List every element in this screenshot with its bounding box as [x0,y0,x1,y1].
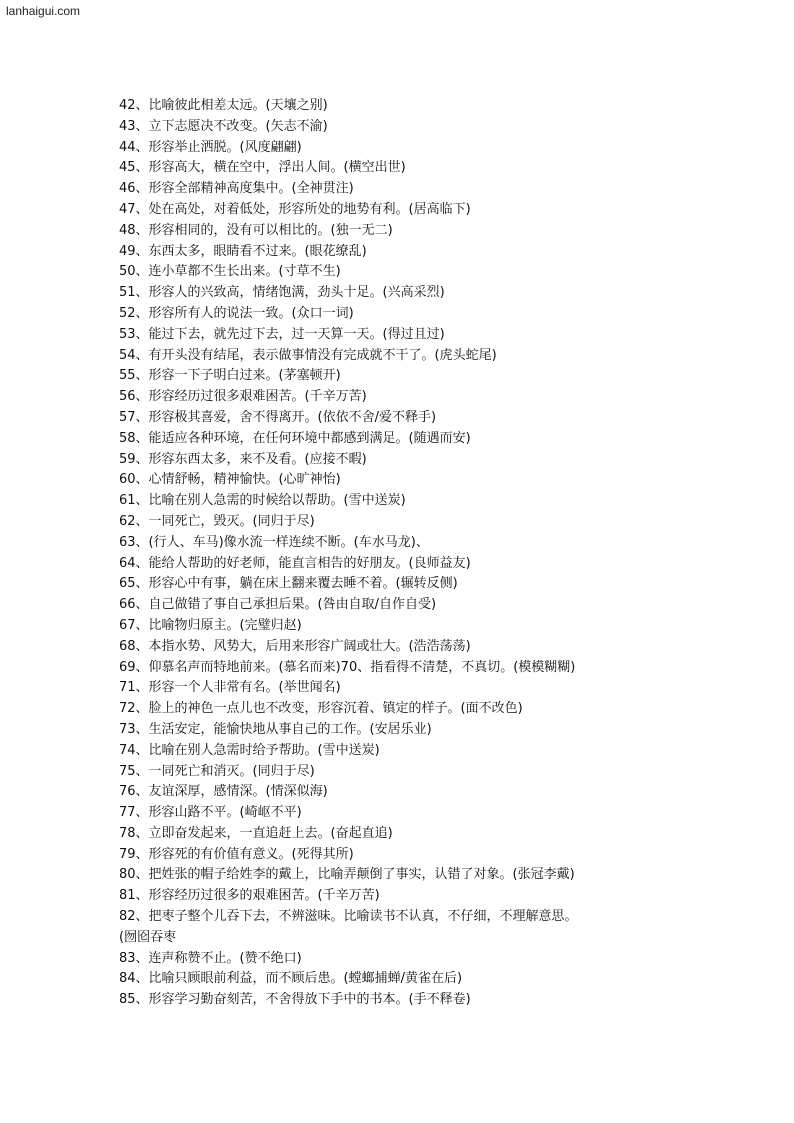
list-item: 81、形容经历过很多的艰难困苦。(千辛万苦) [119,888,380,904]
list-item: 73、生活安定，能愉快地从事自己的工作。(安居乐业) [119,721,432,737]
list-item: 43、立下志愿决不改变。(矢志不渝) [119,118,328,134]
idiom-list [119,96,719,1011]
list-item: 55、形容一下子明白过来。(茅塞顿开) [119,368,341,384]
list-item: 46、形容全部精神高度集中。(全神贯注) [119,181,354,197]
list-item: 47、处在高处，对着低处，形容所处的地势有利。(居高临下) [119,201,471,217]
list-item: 74、比喻在别人急需时给予帮助。(雪中送炭) [119,742,380,758]
list-item: 79、形容死的有价值有意义。(死得其所) [119,846,354,862]
list-item: 69、仰慕名声而特地前来。(慕名而来)70、指看得不清楚，不真切。(模模糊糊) [119,659,576,675]
list-item: 63、(行人、车马)像水流一样连续不断。(车水马龙)、 [119,534,429,550]
list-item: 64、能给人帮助的好老师，能直言相告的好朋友。(良师益友) [119,555,471,571]
list-item: 48、形容相同的，没有可以相比的。(独一无二) [119,222,393,238]
list-item: 76、友谊深厚，感情深。(情深似海) [119,784,328,800]
list-item: 77、形容山路不平。(崎岖不平) [119,805,302,821]
list-item: 56、形容经历过很多艰难困苦。(千辛万苦) [119,389,367,405]
list-item: 62、一同死亡，毁灭。(同归于尽) [119,513,315,529]
list-item: 71、形容一个人非常有名。(举世闻名) [119,680,341,696]
list-item: 49、东西太多，眼睛看不过来。(眼花缭乱) [119,243,367,259]
list-item: 65、形容心中有事，躺在床上翻来覆去睡不着。(辗转反侧) [119,576,458,592]
list-item: 85、形容学习勤奋刻苦，不舍得放下手中的书本。(手不释卷) [119,992,471,1008]
list-item: 44、形容举止洒脱。(风度翩翩) [119,139,302,155]
list-item: 66、自己做错了事自己承担后果。(咎由自取/自作自受) [119,597,437,613]
list-item: 80、把姓张的帽子给姓李的戴上，比喻弄颠倒了事实，认错了对象。(张冠李戴) [119,867,575,883]
list-item: 50、连小草都不生长出来。(寸草不生) [119,264,341,280]
list-item: 58、能适应各种环境，在任何环境中都感到满足。(随遇而安) [119,430,471,446]
list-item-continuation: (囫囵吞枣 [119,929,177,945]
list-item: 52、形容所有人的说法一致。(众口一词) [119,305,354,321]
list-item: 72、脸上的神色一点儿也不改变，形容沉着、镇定的样子。(面不改色) [119,701,523,717]
list-item: 82、把枣子整个儿吞下去，不辨滋味。比喻读书不认真，不仔细，不理解意思。 [119,909,578,925]
list-item: 51、形容人的兴致高，情绪饱满，劲头十足。(兴高采烈) [119,285,445,301]
list-item: 45、形容高大，横在空中，浮出人间。(横空出世) [119,160,406,176]
list-item: 59、形容东西太多，来不及看。(应接不暇) [119,451,367,467]
list-item: 57、形容极其喜爱，舍不得离开。(依依不舍/爱不释手) [119,409,437,425]
site-watermark: lanhaigui.com [6,4,81,18]
list-item: 42、比喻彼此相差太远。(天壤之别) [119,98,328,113]
list-item: 67、比喻物归原主。(完璧归赵) [119,617,302,633]
list-item: 60、心情舒畅，精神愉快。(心旷神怡) [119,472,341,488]
list-item: 83、连声称赞不止。(赞不绝口) [119,950,302,966]
list-item: 75、一同死亡和消灭。(同归于尽) [119,763,315,779]
list-item: 78、立即奋发起来，一直追赶上去。(奋起直追) [119,825,393,841]
list-item: 53、能过下去，就先过下去，过一天算一天。(得过且过) [119,326,445,342]
list-item: 61、比喻在别人急需的时候给以帮助。(雪中送炭) [119,493,406,509]
list-item: 84、比喻只顾眼前利益，而不顾后患。(螳螂捕蝉/黄雀在后) [119,971,463,987]
list-item: 68、本指水势、风势大，后用来形容广阔或壮大。(浩浩荡荡) [119,638,471,654]
list-item: 54、有开头没有结尾，表示做事情没有完成就不干了。(虎头蛇尾) [119,347,497,363]
